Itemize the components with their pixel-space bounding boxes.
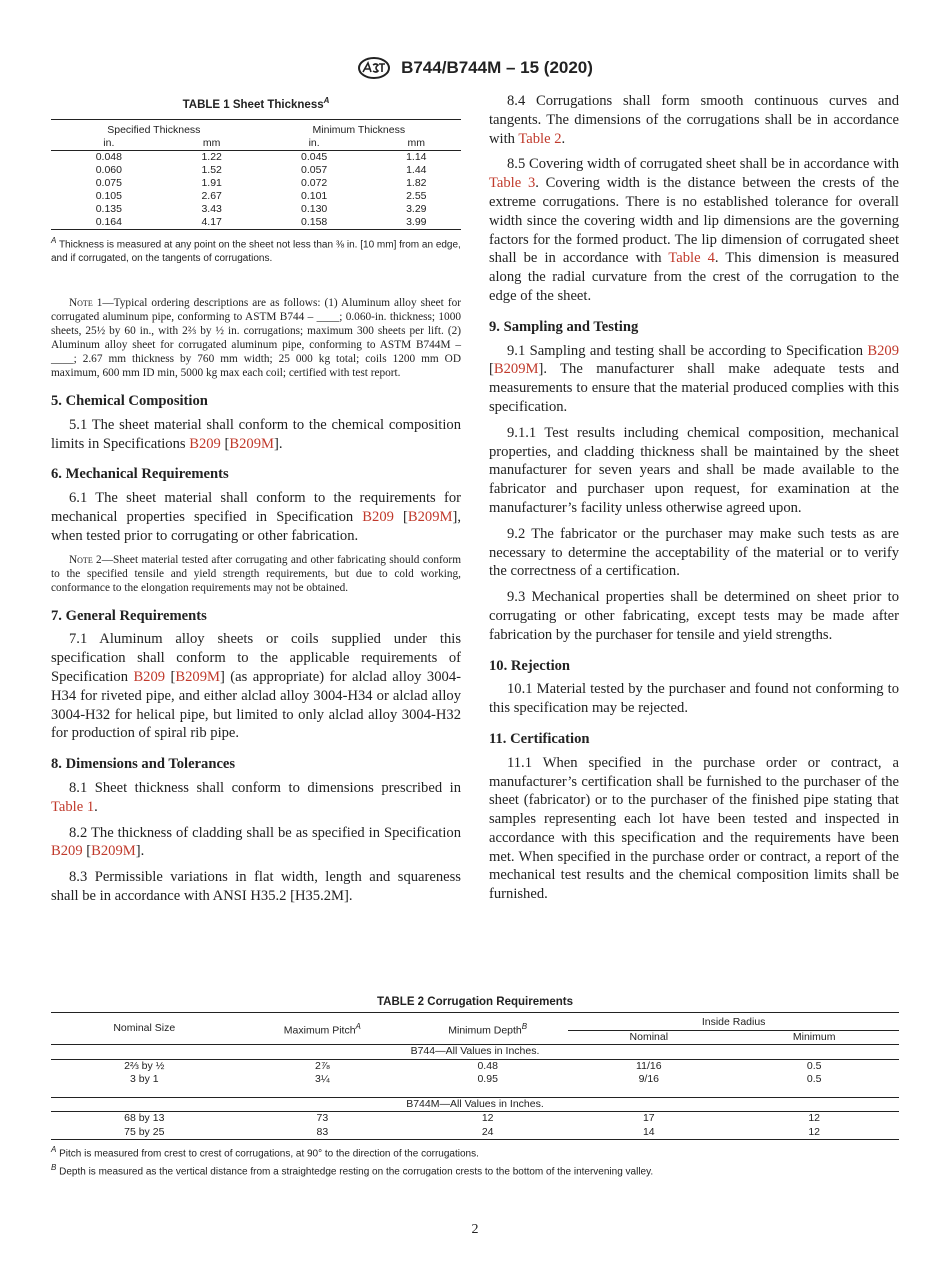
table1-unit: in.	[103, 136, 115, 149]
table-cell: 0.130	[300, 202, 328, 215]
table-cell: 24	[481, 1125, 494, 1138]
link-table-1[interactable]: Table 1	[51, 798, 95, 815]
table-cell: 1.14	[406, 150, 427, 163]
table2-block	[51, 996, 899, 1180]
table-cell: 68 by 13	[124, 1112, 165, 1124]
table-cell: 0.072	[300, 176, 328, 189]
table1-footnote: $^A$ Thickness is measured at any point on the sheet not less than ⅜ in. [10 mm] from an edge, and if corrugated, on the tangents of corrugations.	[51, 235, 461, 264]
table-cell: 14	[642, 1125, 655, 1138]
table-cell: 0.060	[95, 163, 122, 176]
link-b209[interactable]: B209	[189, 435, 221, 452]
table-cell: 2.55	[406, 189, 427, 202]
table-cell: 0.5	[806, 1073, 822, 1085]
table-cell: 17	[642, 1112, 655, 1124]
table2-header-nominal: Nominal	[568, 1030, 729, 1045]
table-cell: 0.164	[95, 215, 122, 228]
page-header	[0, 56, 950, 80]
table-cell: 0.95	[477, 1073, 498, 1085]
table-cell: 0.075	[95, 176, 122, 189]
paragraph-11-1: 11.1 When specified in the purchase order or contract, a manufacturer’s certification shall be furnished to the purchaser of the sheet (fabricator) or to the purchaser of the finished pipe stating that samples representing each lot have been tested and inspected in accordance with this specification and the requirements have been met. When specified in the purchase order or contract, a report of the mechanical test results and the chemical composition limits shall be furnished.	[489, 754, 899, 903]
table1-unit: mm	[407, 136, 426, 149]
table1-unit: in.	[308, 136, 320, 149]
table-row	[51, 216, 461, 230]
table-cell: 2.67	[201, 189, 222, 202]
section-8-heading: 8. Dimensions and Tolerances	[51, 756, 236, 773]
table-cell: 0.105	[95, 189, 122, 202]
link-b209[interactable]: B209	[51, 843, 83, 860]
table-cell: 83	[316, 1125, 329, 1138]
table1-title: TABLE 1 Sheet Thickness$^A$	[182, 96, 330, 111]
link-b209m[interactable]: B209M	[229, 435, 274, 452]
table1-unit: mm	[202, 136, 221, 149]
paragraph-8-4: 8.4 Corrugations shall form smooth continuous curves and tangents. The dimensions of the corrugations shall be in accordance with Table 2.	[489, 93, 899, 147]
link-b209[interactable]: B209	[133, 668, 166, 685]
table-row	[51, 177, 461, 190]
page-number: 2	[471, 1222, 479, 1237]
table-cell: 1.82	[406, 176, 427, 189]
table-cell: 12	[481, 1112, 494, 1124]
section-9-heading: 9. Sampling and Testing	[489, 318, 639, 335]
link-table-4[interactable]: Table 4	[668, 250, 715, 267]
link-b209[interactable]: B209	[867, 342, 899, 359]
note-1: Note 1—Typical ordering descriptions are as follows: (1) Aluminum alloy sheet for corrugated aluminum pipe, conforming to ASTM B744 – ____; 0.060-in. thickness; 1000 sheets, 25½ by 60 in., with 2⅔ by ½ in. corrugations; maximum 300 sheets per lift. (2) Aluminum alloy sheet for corrugated aluminum pipe, conforming to ASTM B744M – ____; 2.67 mm thickness by 760 mm width; 25 000 kg total; coils 1200 mm OD maximum, 600 mm ID min, 5000 kg max each coil; certified with test report.	[51, 296, 462, 379]
paragraph-9-3: 9.3 Mechanical properties shall be determined on sheet prior to corrugating or other fabricating, except tests may be made after fabrication by the purchaser for tensile and yield strengths.	[489, 589, 899, 643]
table-cell: 3.29	[406, 202, 427, 215]
table2-header-max-pitch: Maximum Pitch$^A$	[238, 1013, 408, 1045]
section-11-heading: 11. Certification	[489, 730, 590, 747]
table-cell: 0.5	[806, 1059, 822, 1072]
table-cell: 0.048	[95, 150, 122, 163]
document-designation: B744/B744M – 15 (2020)	[401, 58, 593, 77]
paragraph-6-1: 6.1 The sheet material shall conform to the requirements for mechanical properties specified in Specification B209 [B209M], when tested prior to corrugating or other fabrication.	[51, 490, 462, 544]
table-row	[51, 1059, 899, 1073]
table-cell: 3.99	[406, 215, 427, 228]
table-cell: 0.045	[300, 150, 328, 163]
table2-header-min-depth: Minimum Depth$^B$	[407, 1013, 568, 1045]
table-row	[51, 1112, 899, 1126]
table-row	[51, 1126, 899, 1140]
table-row	[51, 190, 461, 203]
table2-footnote-b: $^B$ Depth is measured as the vertical distance from a straightedge resting on the corrugation crests to the bottom of the intervening valley.	[51, 1163, 654, 1178]
table-cell: 1.44	[406, 163, 427, 176]
section-5-heading: 5. Chemical Composition	[51, 392, 208, 409]
astm-logo-icon	[357, 56, 391, 80]
table1-group-minimum: Minimum Thickness	[312, 123, 406, 136]
table-cell: 11/16	[636, 1059, 662, 1072]
left-column	[51, 92, 461, 913]
paragraph-9-2: 9.2 The fabricator or the purchaser may make such tests as are necessary to determine the acceptability of the material or to verify the correctness of a certification.	[489, 525, 899, 580]
table-cell: 0.158	[300, 215, 328, 228]
table2-group-b744m: B744M—All Values in Inches.	[406, 1097, 544, 1110]
paragraph-10-1: 10.1 Material tested by the purchaser and found not conforming to this specification may be rejected.	[489, 681, 899, 717]
table2-group-b744: B744—All Values in Inches.	[410, 1045, 540, 1057]
link-b209m[interactable]: B209M	[493, 361, 539, 378]
table-row	[51, 1073, 899, 1087]
paragraph-8-2: 8.2 The thickness of cladding shall be as specified in Specification B209 [B209M].	[51, 824, 461, 860]
table1	[51, 119, 461, 230]
link-b209m[interactable]: B209M	[407, 508, 453, 525]
table-cell: 3 by 1	[129, 1073, 159, 1085]
paragraph-5-1: 5.1 The sheet material shall conform to the chemical composition limits in Specifications B209 [B209M].	[51, 416, 461, 452]
table2-title: TABLE 2 Corrugation Requirements	[377, 996, 573, 1008]
table2-footnote-a: $^A$ Pitch is measured from crest to crest of corrugations, at 90° to the direction of the corrugations.	[51, 1145, 479, 1160]
section-7-heading: 7. General Requirements	[51, 607, 207, 624]
table-row	[51, 150, 461, 164]
table2	[51, 1012, 899, 1140]
paragraph-7-1: 7.1 Aluminum alloy sheets or coils supplied under this specification shall conform to the applicable requirements of Specification B209 [B209M] (as appropriate) for alclad alloy 3004-H34 for riveted pipe, and either alclad alloy 3004-H34 or alclad alloy 3004-H32 for helical pipe, but limited to only alclad alloy 3004-H32 for production of spiral rib pipe.	[51, 631, 461, 742]
table-cell: 0.135	[95, 202, 122, 215]
table-cell: 12	[808, 1112, 821, 1124]
link-table-2[interactable]: Table 2	[518, 130, 562, 147]
table1-group-specified: Specified Thickness	[107, 123, 201, 136]
table-cell: 1.91	[201, 176, 222, 189]
link-b209[interactable]: B209	[362, 508, 394, 525]
table2-header-minimum: Minimum	[729, 1030, 899, 1045]
table-cell: 73	[316, 1112, 329, 1124]
table-cell: 2⅔ by ½	[124, 1059, 165, 1072]
note-2: Note 2—Sheet material tested after corrugating and other fabricating should conform to the specified tensile and yield strength requirements, but due to cold working, conformance to the elongation requirements may not be obtained.	[51, 553, 461, 594]
section-10-heading: 10. Rejection	[489, 657, 571, 674]
paragraph-8-3: 8.3 Permissible variations in flat width, length and squareness shall be in accordance with ANSI H35.2 [H35.2M].	[51, 869, 461, 904]
paragraph-9-1-1: 9.1.1 Test results including chemical composition, mechanical properties, and cladding thickness shall be maintained by the sheet manufacturer for seven years and shall be made available to the fabricator and purchaser upon request, for examination at the manufacturer’s facility unless otherwise agreed upon.	[489, 424, 899, 516]
table-cell: 2⅞	[315, 1059, 330, 1072]
paragraph-9-1: 9.1 Sampling and testing shall be according to Specification B209 [B209M]. The manufacturer shall make adequate tests and measurements to ensure that the material produced complies with this specification.	[489, 342, 899, 415]
table-cell: 3¼	[315, 1073, 330, 1085]
table-cell: 0.48	[477, 1059, 498, 1072]
table-row	[51, 164, 461, 177]
section-6-heading: 6. Mechanical Requirements	[51, 466, 229, 483]
table-cell: 0.101	[300, 189, 328, 202]
link-table-3[interactable]: Table 3	[489, 175, 536, 192]
right-column	[489, 92, 899, 911]
table-cell: 12	[808, 1125, 821, 1138]
table2-header-nominal-size: Nominal Size	[51, 1013, 238, 1045]
link-b209m[interactable]: B209M	[91, 843, 136, 860]
table-cell: 4.17	[201, 215, 222, 228]
table-cell: 0.057	[300, 163, 328, 176]
table-cell: 9/16	[638, 1073, 660, 1085]
table-row	[51, 203, 461, 216]
paragraph-8-5: 8.5 Covering width of corrugated sheet shall be in accordance with Table 3. Covering width is the distance between the crests of the extreme corrugations. There is no established tolerance for overall width since the covering width and lip dimensions are the governing factors for the formed product. The lip dimension of corrugated sheet shall be in accordance with Table 4. This dimension is measured along the radial curvature from the crest of the corrugation to the edge of the sheet.	[489, 156, 899, 304]
paragraph-8-1: 8.1 Sheet thickness shall conform to dimensions prescribed in Table 1.	[51, 779, 461, 815]
link-b209m[interactable]: B209M	[175, 668, 220, 685]
table-cell: 1.52	[201, 163, 222, 176]
table-cell: 3.43	[201, 202, 222, 215]
table-cell: 75 by 25	[124, 1125, 165, 1138]
table-cell: 1.22	[201, 150, 222, 163]
table2-header-inside-radius: Inside Radius	[568, 1013, 899, 1031]
